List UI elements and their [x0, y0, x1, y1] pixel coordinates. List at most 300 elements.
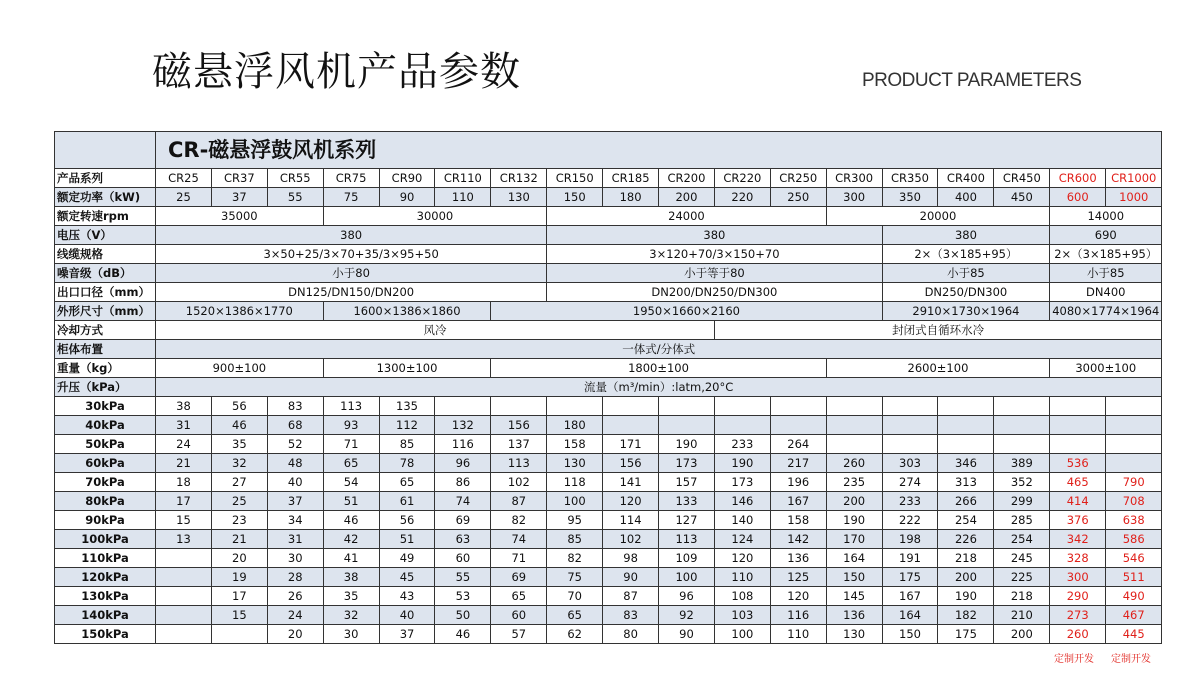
flow-cell: 708: [1106, 492, 1162, 511]
flow-row: [55, 473, 1162, 492]
flow-cell: [156, 606, 212, 625]
flow-cell: 65: [547, 606, 603, 625]
power-cell: 250: [770, 188, 826, 207]
size-cell: 1950×1660×2160: [491, 302, 882, 321]
flow-row: [55, 568, 1162, 587]
flow-cell: 65: [323, 454, 379, 473]
flow-cell: 54: [323, 473, 379, 492]
flow-cell: 445: [1106, 625, 1162, 644]
flow-cell: 63: [435, 530, 491, 549]
flow-cell: 171: [603, 435, 659, 454]
flow-cell: 586: [1106, 530, 1162, 549]
noise-cell: 小于等于80: [547, 264, 882, 283]
flow-cell: 56: [379, 511, 435, 530]
flow-cell: 37: [379, 625, 435, 644]
power-cell: 55: [267, 188, 323, 207]
flow-cell: [435, 397, 491, 416]
flow-cell: 46: [211, 416, 267, 435]
flow-cell: 346: [938, 454, 994, 473]
voltage-cell: 380: [882, 226, 1050, 245]
pressure-label: 60kPa: [55, 454, 156, 473]
flow-cell: 113: [491, 454, 547, 473]
flow-cell: 92: [659, 606, 715, 625]
flow-cell: 21: [156, 454, 212, 473]
flow-cell: 96: [659, 587, 715, 606]
flow-cell: 210: [994, 606, 1050, 625]
model-cell: CR110: [435, 169, 491, 188]
flow-cell: 125: [770, 568, 826, 587]
power-cell: 130: [491, 188, 547, 207]
flow-cell: 300: [1050, 568, 1106, 587]
model-cell: CR600: [1050, 169, 1106, 188]
flow-cell: 87: [603, 587, 659, 606]
flow-cell: 113: [323, 397, 379, 416]
cooling-cell: 风冷: [156, 321, 715, 340]
flow-cell: 28: [267, 568, 323, 587]
model-cell: CR150: [547, 169, 603, 188]
flow-cell: 38: [323, 568, 379, 587]
flow-cell: 290: [1050, 587, 1106, 606]
flow-cell: 254: [994, 530, 1050, 549]
pressure-label: 150kPa: [55, 625, 156, 644]
flow-cell: 82: [491, 511, 547, 530]
flow-cell: 26: [267, 587, 323, 606]
flow-cell: 100: [659, 568, 715, 587]
flow-cell: 254: [938, 511, 994, 530]
flow-cell: 100: [714, 625, 770, 644]
rpm-row: [55, 207, 1162, 226]
flow-cell: 35: [211, 435, 267, 454]
flow-cell: 74: [435, 492, 491, 511]
flow-cell: 170: [826, 530, 882, 549]
row-label: 升压（kPa）: [55, 378, 156, 397]
flow-cell: 190: [714, 454, 770, 473]
flow-cell: 638: [1106, 511, 1162, 530]
rpm-cell: 14000: [1050, 207, 1162, 226]
flow-cell: 78: [379, 454, 435, 473]
flow-cell: 114: [603, 511, 659, 530]
flow-cell: 86: [435, 473, 491, 492]
size-cell: 4080×1774×1964: [1050, 302, 1162, 321]
flow-cell: 109: [659, 549, 715, 568]
page-subtitle: PRODUCT PARAMETERS: [862, 70, 1082, 91]
flow-cell: 85: [547, 530, 603, 549]
flow-cell: 51: [323, 492, 379, 511]
parameter-table: [54, 131, 1162, 644]
outlet-cell: DN250/DN300: [882, 283, 1050, 302]
flow-cell: 511: [1106, 568, 1162, 587]
flow-cell: 46: [323, 511, 379, 530]
weight-row: [55, 359, 1162, 378]
cabinet-row: [55, 340, 1162, 359]
row-label: 重量（kg）: [55, 359, 156, 378]
flow-cell: 17: [156, 492, 212, 511]
flow-cell: 328: [1050, 549, 1106, 568]
flow-cell: 376: [1050, 511, 1106, 530]
flow-cell: 93: [323, 416, 379, 435]
page-title: 磁悬浮风机产品参数: [152, 49, 521, 95]
flow-cell: 90: [659, 625, 715, 644]
flow-cell: [156, 568, 212, 587]
flow-cell: 132: [435, 416, 491, 435]
flow-cell: 31: [267, 530, 323, 549]
flow-cell: 24: [156, 435, 212, 454]
flow-cell: 19: [211, 568, 267, 587]
model-cell: CR25: [156, 169, 212, 188]
flow-cell: 49: [379, 549, 435, 568]
flow-cell: [547, 397, 603, 416]
flow-cell: 141: [603, 473, 659, 492]
flow-cell: 41: [323, 549, 379, 568]
flow-cell: 83: [267, 397, 323, 416]
row-label: 额定转速rpm: [55, 207, 156, 226]
flow-cell: 70: [547, 587, 603, 606]
flow-cell: 98: [603, 549, 659, 568]
flow-cell: 42: [323, 530, 379, 549]
row-label: 电压（V）: [55, 226, 156, 245]
flow-cell: 342: [1050, 530, 1106, 549]
flow-cell: 82: [547, 549, 603, 568]
flow-cell: [994, 416, 1050, 435]
flow-cell: 15: [211, 606, 267, 625]
voltage-cell: 380: [156, 226, 547, 245]
flow-cell: 27: [211, 473, 267, 492]
model-cell: CR75: [323, 169, 379, 188]
flow-cell: 260: [826, 454, 882, 473]
flow-cell: 65: [379, 473, 435, 492]
flow-cell: 175: [938, 625, 994, 644]
flow-cell: 30: [323, 625, 379, 644]
noise-cell: 小于85: [882, 264, 1050, 283]
flow-cell: 233: [714, 435, 770, 454]
flow-cell: 158: [770, 511, 826, 530]
flow-cell: 103: [714, 606, 770, 625]
model-cell: CR132: [491, 169, 547, 188]
flow-cell: [659, 397, 715, 416]
weight-cell: 3000±100: [1050, 359, 1162, 378]
pressure-label: 80kPa: [55, 492, 156, 511]
power-cell: 220: [714, 188, 770, 207]
power-row: [55, 188, 1162, 207]
row-label: 冷却方式: [55, 321, 156, 340]
flow-cell: 200: [938, 568, 994, 587]
flow-cell: 196: [770, 473, 826, 492]
flow-row: [55, 416, 1162, 435]
power-cell: 1000: [1106, 188, 1162, 207]
model-cell: CR350: [882, 169, 938, 188]
flow-cell: 218: [938, 549, 994, 568]
flow-cell: 467: [1106, 606, 1162, 625]
flow-cell: 116: [435, 435, 491, 454]
model-row: [55, 169, 1162, 188]
flow-cell: [714, 416, 770, 435]
flow-cell: 266: [938, 492, 994, 511]
model-cell: CR200: [659, 169, 715, 188]
flow-cell: 30: [267, 549, 323, 568]
weight-cell: 1800±100: [491, 359, 826, 378]
flow-cell: 56: [211, 397, 267, 416]
row-label: 柜体布置: [55, 340, 156, 359]
pressure-label: 70kPa: [55, 473, 156, 492]
flow-cell: 190: [938, 587, 994, 606]
flow-cell: 536: [1050, 454, 1106, 473]
flow-cell: 71: [323, 435, 379, 454]
flow-cell: 60: [435, 549, 491, 568]
row-label: 额定功率（kW): [55, 188, 156, 207]
flow-row: [55, 397, 1162, 416]
flow-cell: 110: [714, 568, 770, 587]
flow-cell: 299: [994, 492, 1050, 511]
flow-cell: [938, 435, 994, 454]
row-label: 线缆规格: [55, 245, 156, 264]
power-cell: 25: [156, 188, 212, 207]
pressure-label: 120kPa: [55, 568, 156, 587]
flow-cell: [211, 625, 267, 644]
cable-cell: 3×50+25/3×70+35/3×95+50: [156, 245, 547, 264]
flow-cell: [603, 416, 659, 435]
voltage-row: [55, 226, 1162, 245]
flow-cell: 145: [826, 587, 882, 606]
flow-cell: 146: [714, 492, 770, 511]
power-cell: 200: [659, 188, 715, 207]
flow-cell: 120: [770, 587, 826, 606]
flow-cell: [770, 416, 826, 435]
cable-cell: 3×120+70/3×150+70: [547, 245, 882, 264]
flow-cell: 133: [659, 492, 715, 511]
flow-row: [55, 492, 1162, 511]
flow-cell: 157: [659, 473, 715, 492]
flow-cell: 31: [156, 416, 212, 435]
flow-cell: 15: [156, 511, 212, 530]
flow-cell: 65: [491, 587, 547, 606]
flow-cell: 137: [491, 435, 547, 454]
flow-cell: 17: [211, 587, 267, 606]
flow-cell: 55: [435, 568, 491, 587]
flow-cell: [1050, 397, 1106, 416]
power-cell: 450: [994, 188, 1050, 207]
flow-cell: 40: [379, 606, 435, 625]
flow-cell: 158: [547, 435, 603, 454]
flow-row: [55, 587, 1162, 606]
flow-cell: [714, 397, 770, 416]
cooling-row: [55, 321, 1162, 340]
pressure-label: 30kPa: [55, 397, 156, 416]
flow-cell: 156: [603, 454, 659, 473]
flow-cell: 38: [156, 397, 212, 416]
cable-cell: 2×（3×185+95）: [1050, 245, 1162, 264]
flow-cell: 62: [547, 625, 603, 644]
flow-cell: 50: [435, 606, 491, 625]
flow-row: [55, 454, 1162, 473]
flow-cell: [994, 435, 1050, 454]
flow-cell: 96: [435, 454, 491, 473]
power-cell: 150: [547, 188, 603, 207]
noise-cell: 小于80: [156, 264, 547, 283]
pressure-label: 140kPa: [55, 606, 156, 625]
flow-cell: 222: [882, 511, 938, 530]
flow-cell: 313: [938, 473, 994, 492]
power-cell: 600: [1050, 188, 1106, 207]
power-cell: 350: [882, 188, 938, 207]
rpm-cell: 35000: [156, 207, 324, 226]
pressure-header-row: [55, 378, 1162, 397]
flow-cell: 136: [770, 549, 826, 568]
voltage-cell: 380: [547, 226, 882, 245]
power-cell: 37: [211, 188, 267, 207]
flow-cell: [826, 435, 882, 454]
flow-cell: [1050, 435, 1106, 454]
flow-cell: 173: [659, 454, 715, 473]
flow-cell: 23: [211, 511, 267, 530]
flow-cell: 226: [938, 530, 994, 549]
model-cell: CR400: [938, 169, 994, 188]
flow-cell: [603, 397, 659, 416]
cabinet-cell: 一体式/分体式: [156, 340, 1162, 359]
flow-cell: [156, 625, 212, 644]
flow-cell: 34: [267, 511, 323, 530]
flow-cell: [1106, 397, 1162, 416]
flow-cell: 790: [1106, 473, 1162, 492]
size-cell: 1520×1386×1770: [156, 302, 324, 321]
power-cell: 75: [323, 188, 379, 207]
flow-cell: 90: [603, 568, 659, 587]
pressure-label: 40kPa: [55, 416, 156, 435]
flow-cell: [882, 435, 938, 454]
row-label: 噪音级（dB）: [55, 264, 156, 283]
flow-cell: 490: [1106, 587, 1162, 606]
flow-cell: 61: [379, 492, 435, 511]
flow-cell: [826, 416, 882, 435]
flow-cell: 102: [603, 530, 659, 549]
series-title: CR-磁悬浮鼓风机系列: [156, 132, 1162, 169]
flow-row: [55, 530, 1162, 549]
power-cell: 90: [379, 188, 435, 207]
model-cell: CR450: [994, 169, 1050, 188]
row-label: 外形尺寸（mm）: [55, 302, 156, 321]
flow-cell: 24: [267, 606, 323, 625]
flow-cell: 108: [714, 587, 770, 606]
flow-cell: 46: [435, 625, 491, 644]
weight-cell: 1300±100: [323, 359, 491, 378]
flow-cell: 191: [882, 549, 938, 568]
flow-cell: 190: [826, 511, 882, 530]
flow-cell: 173: [714, 473, 770, 492]
flow-cell: 68: [267, 416, 323, 435]
pressure-label: 110kPa: [55, 549, 156, 568]
rpm-cell: 24000: [547, 207, 826, 226]
flow-cell: 130: [547, 454, 603, 473]
model-cell: CR55: [267, 169, 323, 188]
flow-cell: 140: [714, 511, 770, 530]
flow-cell: 156: [491, 416, 547, 435]
series-header-row: [55, 132, 1162, 169]
flow-cell: 20: [211, 549, 267, 568]
flow-cell: 25: [211, 492, 267, 511]
flow-cell: [882, 416, 938, 435]
pressure-label: 130kPa: [55, 587, 156, 606]
flow-cell: 200: [826, 492, 882, 511]
flow-cell: 217: [770, 454, 826, 473]
flow-cell: 32: [211, 454, 267, 473]
power-cell: 300: [826, 188, 882, 207]
cooling-cell: 封闭式自循环水冷: [714, 321, 1161, 340]
flow-cell: 135: [379, 397, 435, 416]
power-cell: 180: [603, 188, 659, 207]
flow-cell: 21: [211, 530, 267, 549]
size-cell: 2910×1730×1964: [882, 302, 1050, 321]
flow-cell: 85: [379, 435, 435, 454]
flow-cell: 120: [714, 549, 770, 568]
voltage-cell: 690: [1050, 226, 1162, 245]
weight-cell: 900±100: [156, 359, 324, 378]
flow-cell: 260: [1050, 625, 1106, 644]
flow-cell: 175: [882, 568, 938, 587]
model-cell: CR1000: [1106, 169, 1162, 188]
flow-cell: 37: [267, 492, 323, 511]
flow-cell: 80: [603, 625, 659, 644]
flow-cell: 118: [547, 473, 603, 492]
size-row: [55, 302, 1162, 321]
pressure-label: 90kPa: [55, 511, 156, 530]
flow-cell: 124: [714, 530, 770, 549]
flow-cell: 142: [770, 530, 826, 549]
flow-cell: 95: [547, 511, 603, 530]
rpm-cell: 20000: [826, 207, 1050, 226]
model-cell: CR250: [770, 169, 826, 188]
size-cell: 1600×1386×1860: [323, 302, 491, 321]
flow-cell: 167: [882, 587, 938, 606]
flow-cell: 150: [826, 568, 882, 587]
flow-cell: [659, 416, 715, 435]
flow-cell: 285: [994, 511, 1050, 530]
flow-cell: 180: [547, 416, 603, 435]
outlet-cell: DN125/DN150/DN200: [156, 283, 547, 302]
flow-cell: 48: [267, 454, 323, 473]
flow-cell: 60: [491, 606, 547, 625]
footnote-custom: 定制开发: [1111, 654, 1151, 665]
flow-cell: 546: [1106, 549, 1162, 568]
flow-cell: 43: [379, 587, 435, 606]
outlet-row: [55, 283, 1162, 302]
flow-cell: 112: [379, 416, 435, 435]
flow-cell: 389: [994, 454, 1050, 473]
flow-cell: 303: [882, 454, 938, 473]
flow-cell: 198: [882, 530, 938, 549]
flow-cell: 127: [659, 511, 715, 530]
row-label: 出口口径（mm）: [55, 283, 156, 302]
flow-cell: 245: [994, 549, 1050, 568]
flow-cell: 352: [994, 473, 1050, 492]
flow-cell: [1106, 454, 1162, 473]
pressure-label: 50kPa: [55, 435, 156, 454]
flow-cell: [1106, 416, 1162, 435]
cable-row: [55, 245, 1162, 264]
flow-header-cell: 流量（m³/min）:latm,20°C: [156, 378, 1162, 397]
flow-cell: 200: [994, 625, 1050, 644]
flow-cell: 20: [267, 625, 323, 644]
flow-cell: 273: [1050, 606, 1106, 625]
flow-cell: [1106, 435, 1162, 454]
noise-row: [55, 264, 1162, 283]
flow-cell: 218: [994, 587, 1050, 606]
flow-cell: [1050, 416, 1106, 435]
flow-cell: 53: [435, 587, 491, 606]
flow-cell: 110: [770, 625, 826, 644]
flow-cell: 264: [770, 435, 826, 454]
flow-cell: [882, 397, 938, 416]
flow-cell: 120: [603, 492, 659, 511]
flow-cell: 136: [826, 606, 882, 625]
